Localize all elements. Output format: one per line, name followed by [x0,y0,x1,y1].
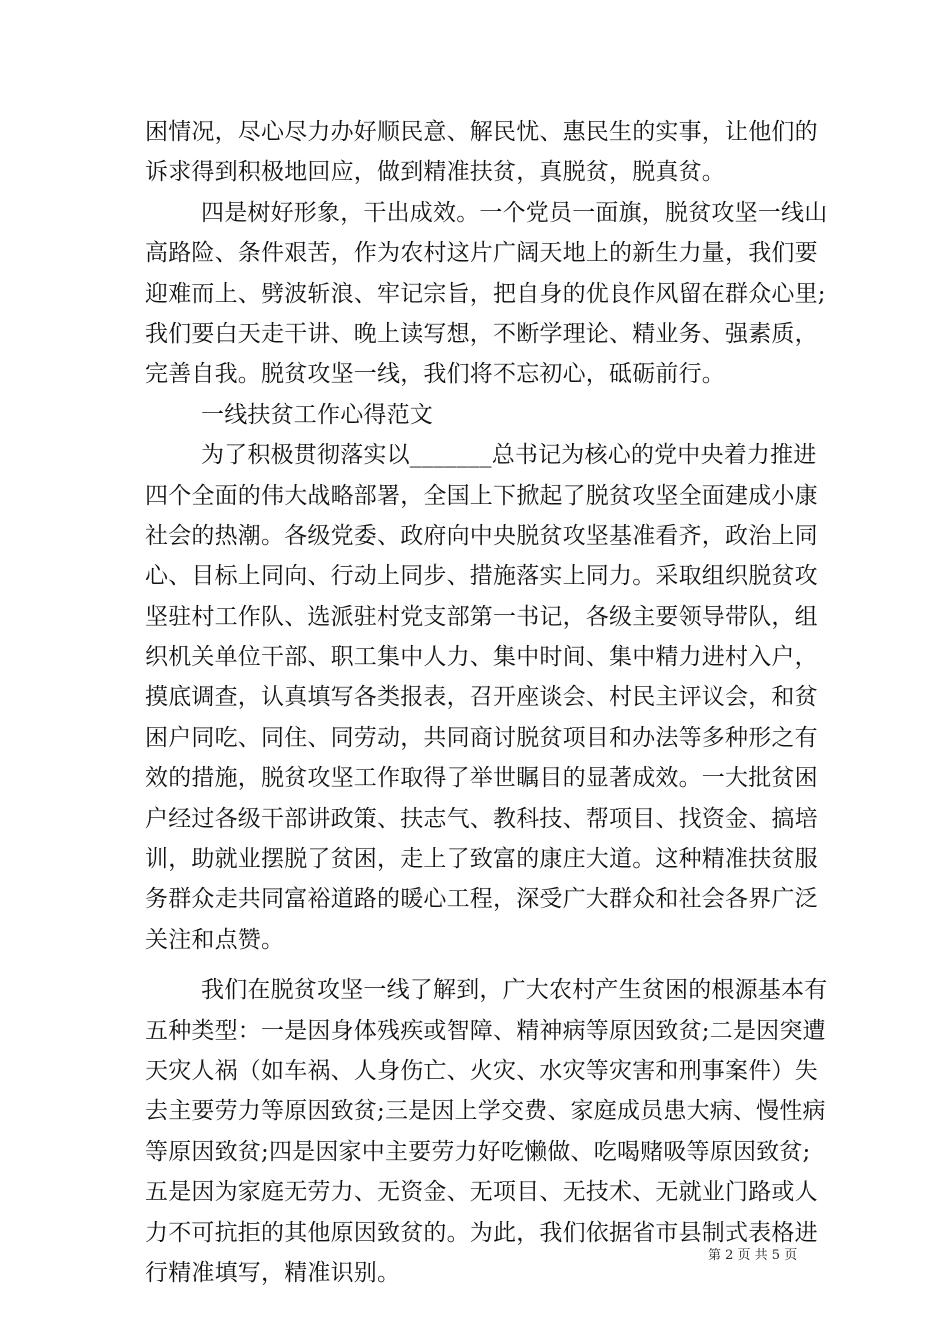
text-line: 我们在脱贫攻坚一线了解到，广大农村产生贫困的根源基本有 [201,977,828,1004]
text-line: 等原因致贫;四是因家中主要劳力好吃懒做、吃喝赌吸等原因致贫; [145,1138,811,1165]
text-line: 织机关单位干部、职工集中人力、集中时间、集中精力进村入户， [145,644,818,671]
text-line: 务群众走共同富裕道路的暖心工程，深受广大群众和社会各界广泛 [145,886,818,913]
text-line: 去主要劳力等原因致贫;三是因上学交费、家庭成员患大病、慢性病 [145,1098,826,1125]
text-line: 五是因为家庭无劳力、无资金、无项目、无技术、无就业门路或人 [145,1179,818,1206]
text-line: 行精准填写，精准识别。 [145,1259,401,1286]
text-line: 训，助就业摆脱了贫困，走上了致富的康庄大道。这种精准扶贫服 [145,846,818,873]
text-line: 困情况，尽心尽力办好顺民意、解民忧、惠民生的实事，让他们的 [145,119,818,145]
text-line: 关注和点赞。 [145,926,285,953]
text-line: 迎难而上、劈波斩浪、牢记宗旨，把自身的优良作风留在群众心里; [145,280,826,307]
text-line: 五种类型：一是因身体残疾或智障、精神病等原因致贫;二是因突遭 [145,1017,826,1044]
text-line: 坚驻村工作队、选派驻村党支部第一书记，各级主要领导带队，组 [145,603,818,630]
text-line: 四是树好形象，干出成效。一个党员一面旗，脱贫攻坚一线山 [201,199,828,226]
text-line: 摸底调查，认真填写各类报表，召开座谈会、村民主评议会，和贫 [145,684,818,711]
document-body [145,112,828,1293]
text-line: 完善自我。脱贫攻坚一线，我们将不忘初心，砥砺前行。 [145,361,725,388]
text-line: 户经过各级干部讲政策、扶志气、教科技、帮项目、找资金、搞培 [145,805,818,832]
text-line: 困户同吃、同住、同劳动，共同商讨脱贫项目和办法等多种形之有 [145,724,818,751]
page-indicator: 第 2 页 共 5 页 [708,1248,798,1263]
text-line: 心、目标上同向、行动上同步、措施落实上同力。采取组织脱贫攻 [145,563,818,590]
text-line: 为了积极贯彻落实以_______总书记为核心的党中央着力推进 [201,442,817,469]
paragraph-gap [145,960,807,970]
text-line: 社会的热潮。各级党委、政府向中央脱贫攻坚基准看齐，政治上同 [145,522,818,549]
text-line: 力不可抗拒的其他原因致贫的。为此，我们依据省市县制式表格进 [145,1219,818,1246]
text-line: 高路险、条件艰苦，作为农村这片广阔天地上的新生力量，我们要 [145,240,818,267]
text-line: 诉求得到积极地回应，做到精准扶贫，真脱贫，脱真贫。 [145,159,725,186]
text-line: 我们要白天走干讲、晚上读写想，不断学理论、精业务、强素质， [145,320,818,347]
text-line: 天灾人祸（如车祸、人身伤亡、火灾、水灾等灾害和刑事案件）失 [145,1057,818,1084]
text-line: 四个全面的伟大战略部署，全国上下掀起了脱贫攻坚全面建成小康 [145,482,818,509]
text-line: 效的措施，脱贫攻坚工作取得了举世瞩目的显著成效。一大批贫困 [145,765,818,792]
section-heading: 一线扶贫工作心得范文 [201,401,433,428]
